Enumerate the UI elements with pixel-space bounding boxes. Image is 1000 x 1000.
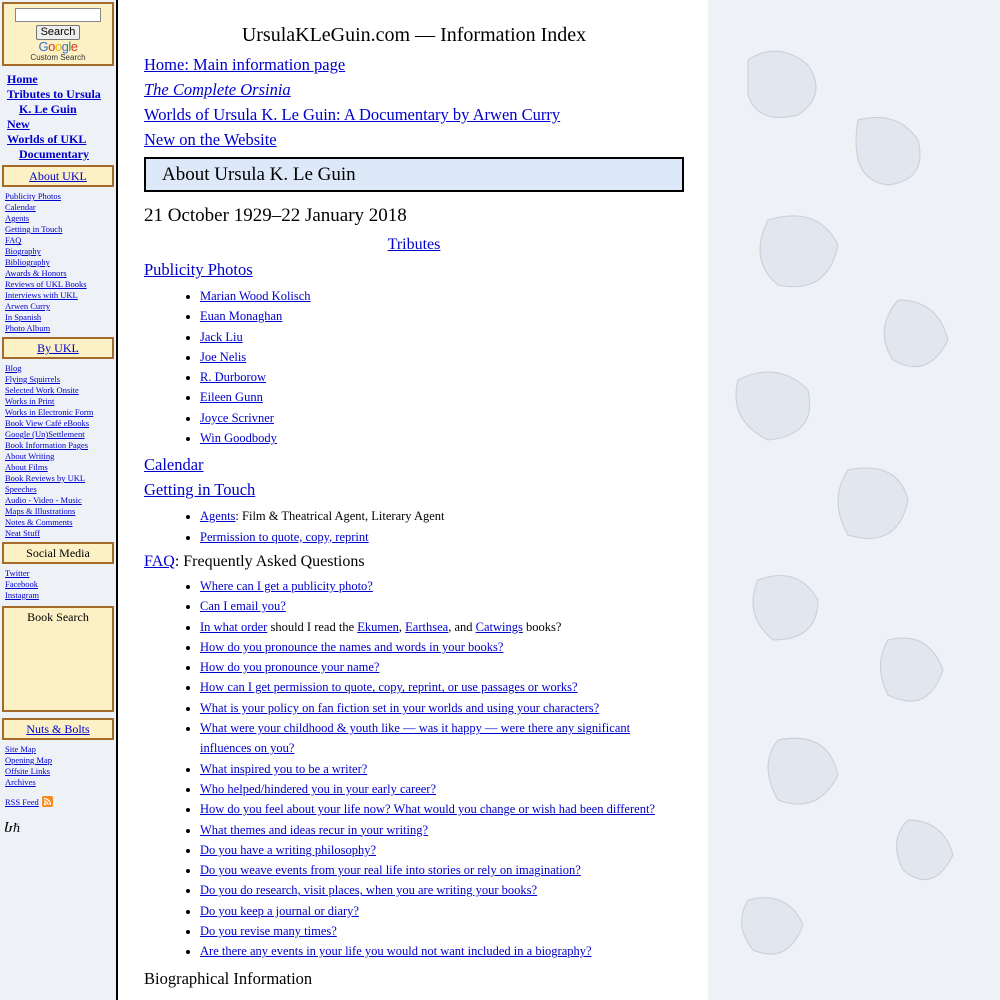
faq-question-link[interactable]: What is your policy on fan fiction set in your worlds and using your characters? (200, 700, 600, 715)
sidebar-item-flying-squirrels[interactable]: Flying Squirrels (5, 374, 61, 384)
book-search-box (2, 606, 114, 712)
list-item (200, 306, 684, 326)
sidebar-item-twitter[interactable]: Twitter (5, 568, 30, 578)
about-ukl-header (2, 165, 114, 187)
sidebar-item-about-writing[interactable]: About Writing (5, 451, 55, 461)
faq-question-link[interactable]: How do you pronounce the names and words in your books? (200, 639, 504, 654)
sidebar-item-site-map[interactable]: Site Map (5, 744, 36, 754)
faq-question-link[interactable]: How do you feel about your life now? What would you change or wish had been different? (200, 802, 655, 817)
faq-question-link[interactable]: What themes and ideas recur in your writing? (200, 822, 429, 837)
list-item (200, 576, 684, 596)
getting-in-touch-link[interactable]: Getting in Touch (144, 480, 256, 500)
faq-question-link[interactable]: Can I email you? (200, 599, 286, 614)
faq-question-link[interactable]: Who helped/hindered you in your early career? (200, 781, 437, 796)
faq-question-link[interactable]: Do you have a writing philosophy? (200, 842, 377, 857)
agents-description: : Film & Theatrical Agent, Literary Agent (235, 509, 445, 524)
sidebar-item-book-view-caf-ebooks[interactable]: Book View Café eBooks (5, 418, 90, 428)
life-dates: 21 October 1929–22 January 2018 (144, 205, 407, 226)
nuts-links (5, 744, 116, 788)
sidebar-item-reviews-of-ukl-books[interactable]: Reviews of UKL Books (5, 279, 87, 289)
rss-row (5, 796, 116, 807)
earthsea-link[interactable]: Earthsea (405, 619, 449, 634)
sidebar-item-offsite-links[interactable]: Offsite Links (5, 766, 50, 776)
list-item (200, 901, 684, 921)
faq-question-link[interactable]: What were your childhood & youth like — was it happy — were there any significant influences on you? (200, 721, 631, 756)
nav-worlds-documentary[interactable]: Worlds of UKL Documentary (7, 132, 89, 161)
photographer-link[interactable]: Joe Nelis (200, 349, 247, 364)
sidebar-item-notes-comments[interactable]: Notes & Comments (5, 517, 73, 527)
faq-order-text: , (398, 619, 406, 634)
list-item (200, 408, 684, 428)
sidebar-item-google-un-settlement[interactable]: Google (Un)Settlement (5, 429, 85, 439)
photographer-link[interactable]: Marian Wood Kolisch (200, 289, 311, 303)
faq-order-text: , and (448, 619, 476, 634)
page-title: UrsulaKLeGuin.com — Information Index (241, 24, 587, 46)
main-nav (7, 72, 116, 162)
list-item (200, 347, 684, 367)
by-links (5, 363, 116, 539)
faq-question-link[interactable]: Are there any events in your life you would not want included in a biography? (200, 944, 592, 959)
faq-question-link[interactable]: Do you revise many times? (200, 924, 337, 939)
link-home-main[interactable]: Home: Main information page (144, 55, 346, 74)
by-ukl-header (2, 337, 114, 359)
publicity-photos-link[interactable]: Publicity Photos (144, 260, 253, 279)
sidebar-item-speeches[interactable]: Speeches (5, 484, 37, 494)
sidebar-item-works-in-print[interactable]: Works in Print (5, 396, 55, 406)
by-ukl-link[interactable]: By UKL (37, 341, 79, 355)
list-item (200, 860, 684, 880)
sidebar-item-faq[interactable]: FAQ (5, 235, 22, 245)
map-islands-illustration (708, 0, 1000, 1000)
sidebar-item-works-in-electronic-form[interactable]: Works in Electronic Form (5, 407, 94, 417)
list-item (200, 527, 684, 547)
list-item (200, 327, 684, 347)
ekumen-link[interactable]: Ekumen (357, 619, 399, 634)
sidebar-item-audio-video-music[interactable]: Audio - Video - Music (5, 495, 82, 505)
list-item (200, 657, 684, 677)
sidebar (0, 0, 118, 1000)
sidebar-item-arwen-curry[interactable]: Arwen Curry (5, 301, 51, 311)
photographer-link[interactable]: R. Durborow (200, 370, 266, 385)
photographer-link[interactable]: Jack Liu (200, 329, 243, 344)
in-what-order-link[interactable]: In what order (200, 619, 268, 634)
faq-question-link[interactable]: Do you do research, visit places, when you are writing your books? (200, 883, 538, 898)
search-input[interactable] (15, 8, 101, 22)
link-worlds-documentary[interactable]: Worlds of Ursula K. Le Guin: A Documentary by Arwen Curry (144, 105, 561, 124)
social-links (5, 568, 116, 601)
book-search-title: Book Search (27, 610, 89, 624)
faq-heading-text: : Frequently Asked Questions (174, 552, 365, 570)
search-box (2, 2, 114, 66)
sidebar-item-getting-in-touch[interactable]: Getting in Touch (5, 224, 63, 234)
sidebar-item-instagram[interactable]: Instagram (5, 590, 39, 600)
background-map (708, 0, 1000, 1000)
list-item (200, 367, 684, 387)
nav-home[interactable]: Home (7, 72, 38, 86)
rss-icon[interactable] (42, 796, 53, 807)
sidebar-item-interviews-with-ukl[interactable]: Interviews with UKL (5, 290, 78, 300)
sidebar-item-awards-honors[interactable]: Awards & Honors (5, 268, 67, 278)
list-item (200, 506, 684, 526)
list-item (200, 617, 684, 637)
list-item (200, 637, 684, 657)
faq-order-text: should I read the (267, 619, 358, 634)
biographical-heading: Biographical Information (144, 968, 313, 988)
list-item (200, 759, 684, 779)
rss-feed-link[interactable]: RSS Feed (5, 796, 39, 807)
about-links (5, 191, 116, 334)
search-button[interactable]: Search (36, 25, 81, 40)
photographer-link[interactable]: Win Goodbody (200, 431, 277, 446)
sidebar-item-opening-map[interactable]: Opening Map (5, 755, 52, 765)
agents-link[interactable]: Agents (200, 509, 236, 524)
sidebar-item-agents[interactable]: Agents (5, 213, 30, 223)
main-content (144, 0, 684, 990)
list-item (200, 840, 684, 860)
about-ukl-link[interactable]: About UKL (29, 169, 87, 183)
sidebar-item-publicity-photos[interactable]: Publicity Photos (5, 191, 61, 201)
tributes-link[interactable]: Tributes (387, 236, 441, 253)
list-item (200, 880, 684, 900)
google-custom-search-label: Custom Search (30, 52, 86, 62)
faq-question-link[interactable]: How do you pronounce your name? (200, 660, 380, 675)
sidebar-item-selected-work-onsite[interactable]: Selected Work Onsite (5, 385, 79, 395)
sidebar-item-bibliography[interactable]: Bibliography (5, 257, 50, 267)
sidebar-item-maps-illustrations[interactable]: Maps & Illustrations (5, 506, 76, 516)
photographer-link[interactable]: Euan Monaghan (200, 309, 283, 324)
list-item (200, 779, 684, 799)
sidebar-item-photo-album[interactable]: Photo Album (5, 323, 51, 333)
faq-link[interactable]: FAQ (144, 552, 175, 570)
link-new-on-website[interactable]: New on the Website (144, 130, 277, 149)
list-item (200, 677, 684, 697)
sidebar-item-book-reviews-by-ukl[interactable]: Book Reviews by UKL (5, 473, 86, 483)
list-item (200, 941, 684, 961)
photographer-link[interactable]: Eileen Gunn (200, 390, 263, 405)
sidebar-item-blog[interactable]: Blog (5, 363, 22, 373)
sidebar-item-in-spanish[interactable]: In Spanish (5, 312, 42, 322)
faq-question-link[interactable]: Do you weave events from your real life into stories or rely on imagination? (200, 863, 581, 878)
faq-question-link[interactable]: Do you keep a journal or diary? (200, 903, 359, 918)
sidebar-item-about-films[interactable]: About Films (5, 462, 48, 472)
google-logo: Google (38, 38, 78, 54)
social-media-header: Social Media (2, 542, 114, 564)
link-complete-orsinia[interactable]: The Complete Orsinia (144, 80, 291, 99)
sidebar-item-facebook[interactable]: Facebook (5, 579, 39, 589)
signature-logo: Ⴑℏ (4, 821, 21, 835)
nuts-bolts-link[interactable]: Nuts & Bolts (26, 722, 90, 736)
sidebar-item-neat-stuff[interactable]: Neat Stuff (5, 528, 41, 538)
list-item (200, 428, 684, 448)
list-item (200, 286, 684, 306)
sidebar-item-book-information-pages[interactable]: Book Information Pages (5, 440, 89, 450)
sidebar-item-biography[interactable]: Biography (5, 246, 41, 256)
permission-link[interactable]: Permission to quote, copy, reprint (200, 529, 369, 544)
sidebar-item-archives[interactable]: Archives (5, 777, 36, 787)
calendar-link[interactable]: Calendar (144, 455, 204, 475)
nav-tributes[interactable]: Tributes to Ursula K. Le Guin (7, 87, 101, 116)
list-item (200, 596, 684, 616)
list-item (200, 387, 684, 407)
about-heading-box: About Ursula K. Le Guin (144, 157, 684, 192)
faq-question-link[interactable]: Where can I get a publicity photo? (200, 578, 373, 593)
sidebar-item-calendar[interactable]: Calendar (5, 202, 36, 212)
faq-question-link[interactable]: What inspired you to be a writer? (200, 761, 368, 776)
nuts-bolts-header (2, 718, 114, 740)
faq-heading (144, 553, 684, 571)
list-item (200, 820, 684, 840)
faq-question-link[interactable]: How can I get permission to quote, copy, reprint, or use passages or works? (200, 680, 578, 695)
catwings-link[interactable]: Catwings (475, 619, 523, 634)
faq-list (144, 576, 684, 962)
nav-new[interactable]: New (7, 117, 30, 131)
list-item (200, 799, 684, 819)
list-item (200, 921, 684, 941)
faq-order-text: books? (522, 619, 562, 634)
list-item (200, 698, 684, 718)
contact-list (144, 506, 684, 547)
photographer-list (144, 286, 684, 448)
list-item (200, 718, 684, 759)
photographer-link[interactable]: Joyce Scrivner (200, 410, 274, 425)
